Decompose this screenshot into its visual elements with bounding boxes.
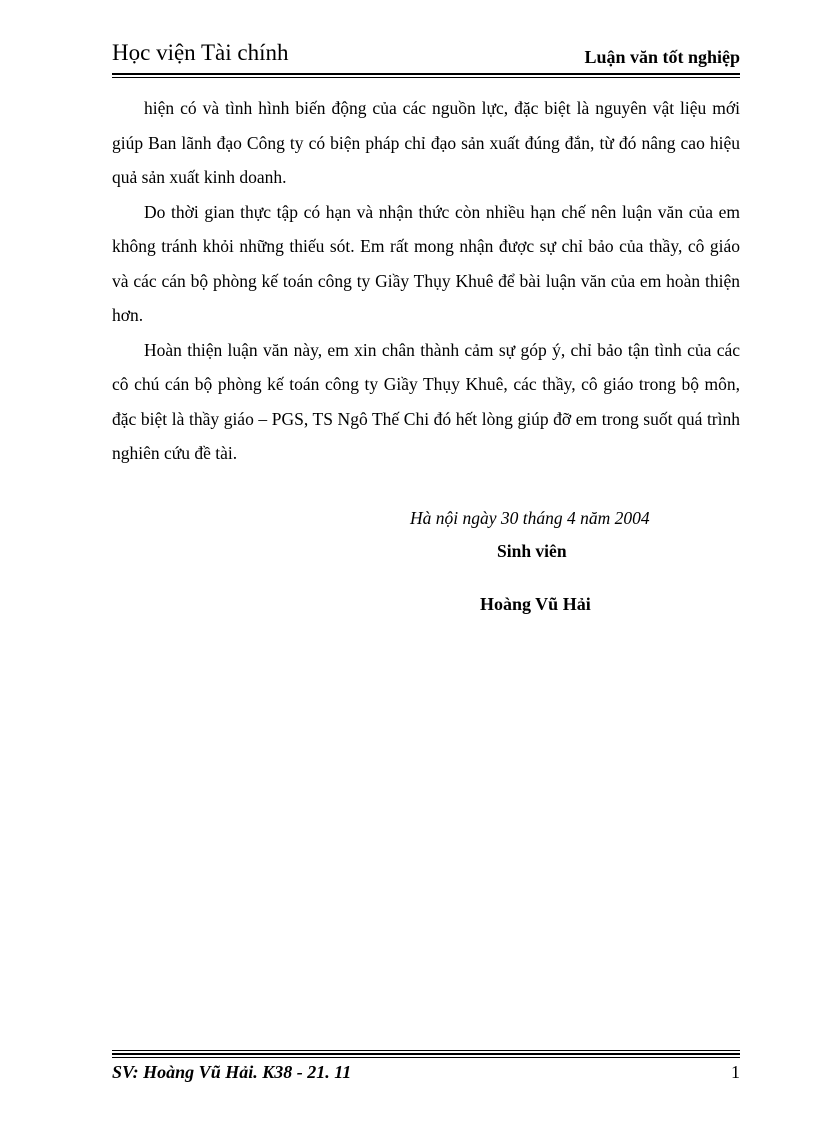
footer-rule-thin-bottom (112, 1057, 740, 1058)
footer-rule-thin-top (112, 1050, 740, 1051)
page-header (112, 38, 740, 78)
signature-role: Sinh viên (497, 541, 567, 561)
header-institution: Học viện Tài chính (112, 40, 289, 65)
signature-name: Hoàng Vũ Hải (480, 594, 591, 614)
signature-block (320, 503, 740, 619)
header-rule-thin (112, 77, 740, 78)
paragraph-3: Hoàn thiện luận văn này, em xin chân thành cảm sự góp ý, chỉ bảo tận tình của các cô chú cán bộ phòng kế toán công ty Giầy Thụy Khuê, các thầy, cô giáo trong bộ môn, đặc biệt là thầy giáo – PGS, TS Ngô Thế Chi đó hết lòng giúp đỡ em trong suốt quá trình nghiên cứu đề tài. (112, 339, 740, 463)
footer-student: SV: Hoàng Vũ Hải. K38 - 21. 11 (112, 1062, 352, 1082)
footer-rule-thick (112, 1053, 740, 1055)
page-number: 1 (731, 1062, 740, 1082)
signature-date: Hà nội ngày 30 tháng 4 năm 2004 (410, 508, 650, 528)
paragraph-1: hiện có và tình hình biến động của các nguồn lực, đặc biệt là nguyên vật liệu mới giúp Ban lãnh đạo Công ty có biện pháp chỉ đạo sản xuất đúng đắn, từ đó nâng cao hiệu quả sản xuất kinh doanh. (112, 98, 740, 187)
header-rule-thick (112, 73, 740, 75)
header-doc-type: Luận văn tốt nghiệp (584, 47, 740, 67)
body-text (112, 91, 740, 471)
paragraph-2: Do thời gian thực tập có hạn và nhận thức còn nhiều hạn chế nên luận văn của em không tránh khỏi những thiếu sót. Em rất mong nhận được sự chỉ bảo của thầy, cô giáo và các cán bộ phòng kế toán công ty Giầy Thụy Khuê để bài luận văn của em hoàn thiện hơn. (112, 201, 740, 325)
page-footer (112, 1050, 740, 1090)
